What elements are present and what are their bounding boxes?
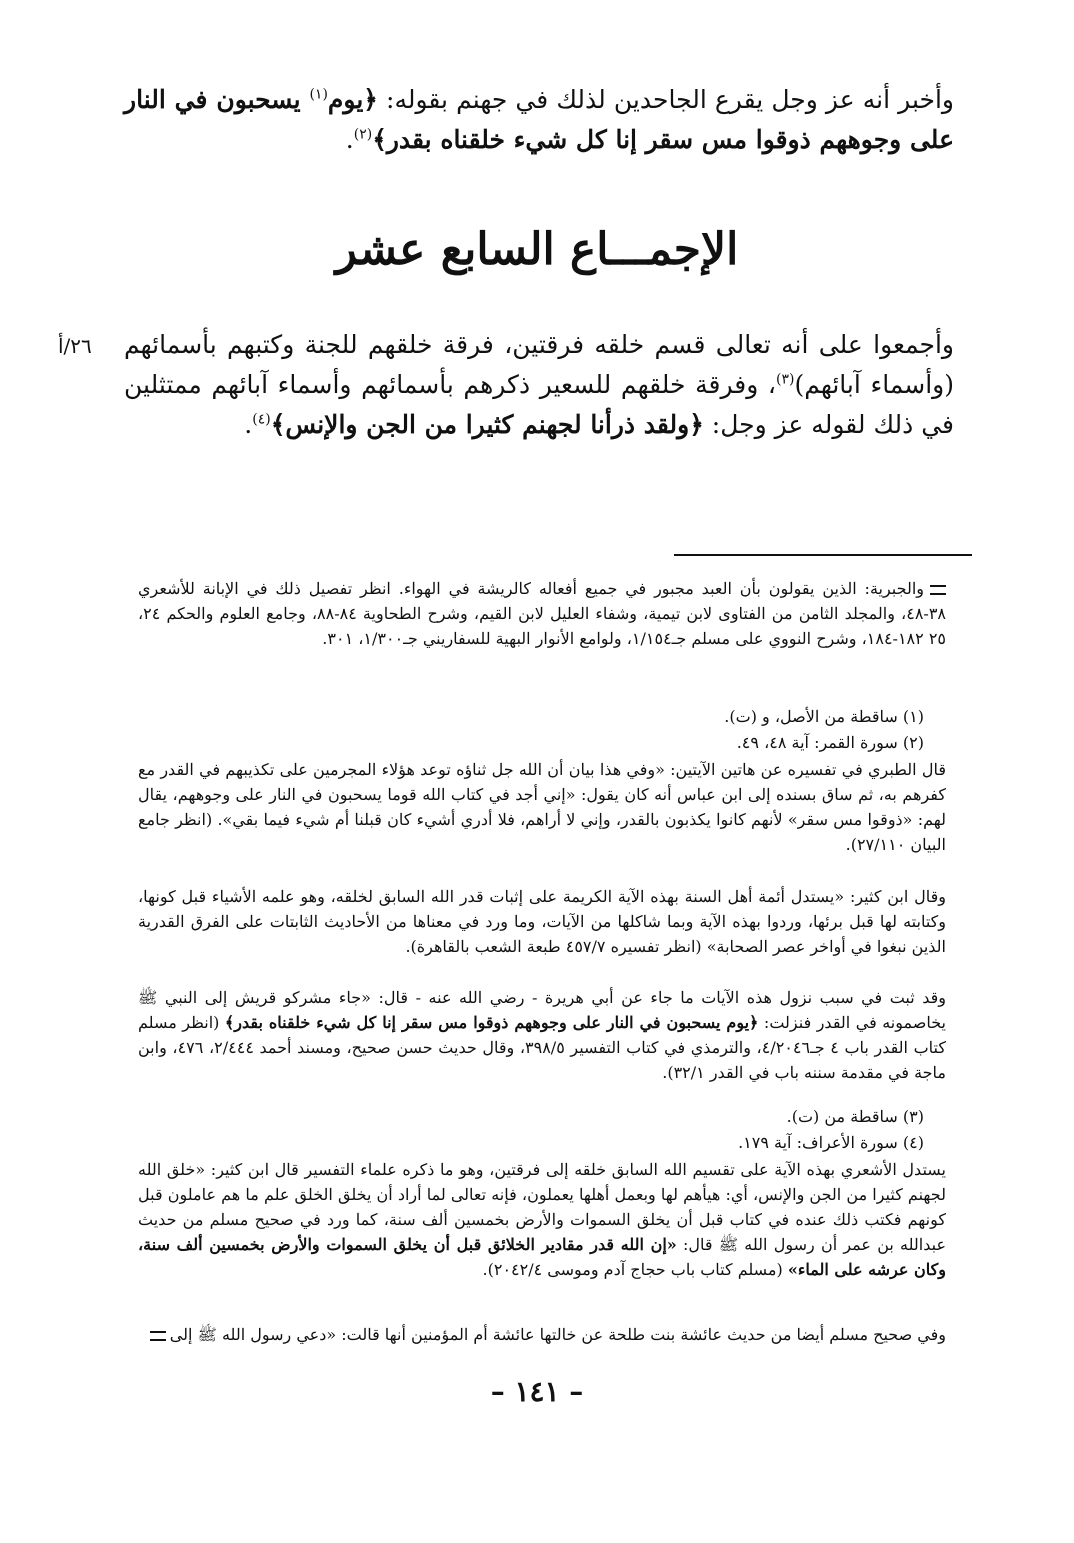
footnote-2-hadith-text-a: وقد ثبت في سبب نزول هذه الآيات ما جاء عن أبي هريرة - رضي الله عنه - قال: «جاء مشركو قريش إلى النبي ﷺ يخاصمونه في القدر فنزلت: <box>138 988 947 1032</box>
intro-tail: . <box>345 125 354 154</box>
footnote-continuation <box>138 576 946 651</box>
verse-qamar-open: ﴿يوم <box>327 85 378 114</box>
continuation-mark-icon <box>930 585 946 595</box>
ijma-text-b: ، وفرقة خلقهم للسعير ذكرهم بأسمائهم وأسماء آبائهم ممتثلين في ذلك لقوله عز وجل: <box>124 370 954 439</box>
footnote-4-muslim-text: وفي صحيح مسلم أيضا من حديث عائشة بنت طلحة عن خالتها عائشة أم المؤمنين أنها قالت: «دعي رسول الله ﷺ إلى <box>169 1325 946 1344</box>
verse-araf: ﴿ولقد ذرأنا لجهنم كثيرا من الجن والإنس﴾ <box>270 410 704 439</box>
footnote-4-muslim <box>138 1322 946 1347</box>
footnote-ref-1: (١) <box>309 86 328 103</box>
footnote-2-ibn-kathir: وقال ابن كثير: «يستدل أئمة أهل السنة بهذه الآية الكريمة على إثبات قدر الله السابق لخلقه، وهو علمه الأشياء قبل كونها، وكتابته لها قبل برئها، وردوا بهذه الآية وبما شاكلها من الآيات، وما ورد في معناها من الأحاديث الثابتات على الفرق القدرية الذين نبغوا في أواخر عصر الصحابة» (انظر تفسيره ٤٥٧/٧ طبعة الشعب بالقاهرة). <box>138 887 946 956</box>
verse-qamar-body: يسحبون في النار على وجوههم ذوقوا مس سقر إنا كل شيء خلقناه بقدر﴾ <box>124 85 954 154</box>
manuscript-folio-note: ٢٦/أ <box>58 334 92 358</box>
footnote-1: (١) ساقطة من الأصل، و (ت). <box>724 707 924 726</box>
footnote-2-hadith <box>138 985 946 1085</box>
footnote-ref-4: (٤) <box>252 411 271 428</box>
footnote-separator <box>674 554 972 556</box>
continuation-mark-icon <box>150 1331 166 1341</box>
footnote-2-hadith-verse: ﴿يوم يسحبون في النار على وجوههم ذوقوا مس سقر إنا كل شيء خلقناه بقدر﴾ <box>224 1013 759 1032</box>
footnote-ref-2: (٢) <box>353 126 373 143</box>
ijma-text-a: وأجمعوا على أنه تعالى قسم خلقه فرقتين، فرقة خلقهم للجنة وكتبهم بأسمائهم (وأسماء آبائهم) <box>124 330 955 399</box>
ijma-paragraph <box>124 325 954 445</box>
footnote-2-hadith-text-b: (انظر مسلم كتاب القدر باب ٤ جـ٤/٢٠٤٦، والترمذي في كتاب التفسير ٣٩٨/٥، وقال حديث حسن صحيح، ومسند أحمد ٢/٤٤٤، ٤٧٦، وابن ماجة في مقدمة سننه باب في القدر ٣٢/١). <box>138 1013 946 1082</box>
footnote-4-hadith-quote: «إن الله قدر مقادير الخلائق قبل أن يخلق السموات والأرض بخمسين ألف سنة، وكان عرشه على الماء» <box>138 1235 946 1279</box>
intro-lead: وأخبر أنه عز وجل يقرع الجاحدين لذلك في جهنم بقوله: <box>377 85 954 114</box>
footnote-4-commentary <box>138 1157 946 1282</box>
ijma-tail: . <box>244 410 253 439</box>
footnote-continuation-text: والجبرية: الذين يقولون بأن العبد مجبور في جميع أفعاله كالريشة في الهواء. انظر تفصيل ذلك في الإبانة للأشعري ٣٨-٤٨، والمجلد الثامن من الفتاوى لابن تيمية، وشفاء العليل لابن القيم، وشرح الطحاوية ٨٤-٨٨، وجامع العلوم والحكم ٢٤، ٢٥ ١٨٢-١٨٤، وشرح النووي على مسلم جـ١/١٥٤، ولوامع الأنوار البهية للسفاريني جـ١/٣٠٠، ٣٠١. <box>138 579 947 648</box>
footnote-2: (٢) سورة القمر: آية ٤٨، ٤٩. <box>736 733 924 752</box>
intro-paragraph <box>124 80 954 160</box>
footnote-3: (٣) ساقطة من (ت). <box>786 1107 924 1126</box>
footnote-ref-3: (٣) <box>775 371 795 388</box>
page-number: – ١٤١ – <box>490 1375 584 1408</box>
footnote-2-tabari: قال الطبري في تفسيره عن هاتين الآيتين: «وفي هذا بيان أن الله جل ثناؤه توعد هؤلاء المجرمين على تكذيبهم في القدر مع كفرهم به، ثم ساق بسنده إلى ابن عباس أنه كان يقول: «إني أجد في كتاب الله قوما يسحبون في النار على وجوههم، يقال لهم: «ذوقوا مس سقر» لأنهم كانوا يكذبون بالقدر، وإني لا أراهم، فلا أدري أشيء كان قبلنا أم شيء فيما بقي». (انظر جامع البيان ٢٧/١١٠). <box>138 760 946 854</box>
footnote-4-commentary-a: يستدل الأشعري بهذه الآية على تقسيم الله السابق خلقه إلى فرقتين، وهو ما ذكره علماء التفسير قال ابن كثير: «خلق الله لجهنم كثيرا من الجن والإنس، أي: هيأهم لها وبعمل أهلها يعملون، فإنه تعالى لما أراد أن يخلق الخلق علم ما هم عاملون قبل كونهم فكتب ذلك عنده في كتاب قبل أن يخلق السموات والأرض بخمسين ألف سنة، كما ورد في صحيح مسلم من حديث عبدالله بن عمر أن رسول الله ﷺ قال: <box>138 1160 947 1254</box>
footnote-4: (٤) سورة الأعراف: آية ١٧٩. <box>738 1133 924 1152</box>
footnote-4-commentary-b: (مسلم كتاب باب حجاج آدم وموسى ٢٠٤٢/٤). <box>482 1260 788 1279</box>
section-heading: الإجمـــاع السابع عشر <box>335 224 739 275</box>
